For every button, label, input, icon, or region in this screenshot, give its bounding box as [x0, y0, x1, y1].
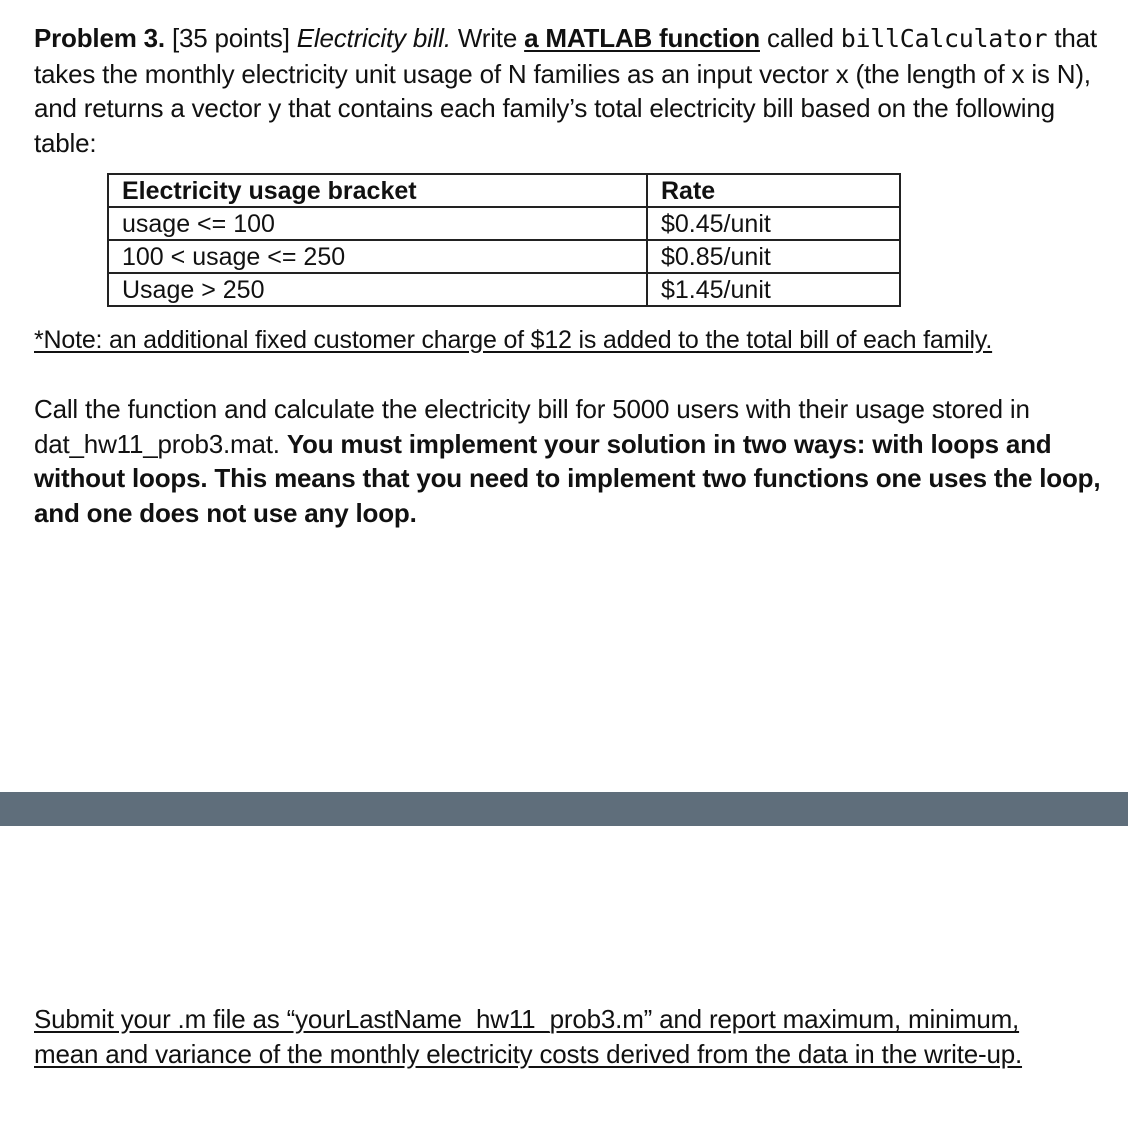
matlab-function-phrase: a MATLAB function	[524, 23, 760, 53]
rate-cell: $0.45/unit	[647, 207, 900, 240]
fixed-charge-note: *Note: an additional fixed customer charge of $12 is added to the total bill of each family.	[34, 326, 993, 354]
call-instructions	[34, 392, 1114, 530]
section-divider-band	[0, 792, 1128, 826]
function-name: billCalculator	[840, 24, 1048, 53]
rate-cell: $1.45/unit	[647, 273, 900, 306]
rate-table	[107, 173, 901, 307]
write-word: Write	[457, 23, 518, 53]
call-bold-text: You must implement your solution in two ways: with loops and without loops. This means that you need to implement two functions one uses the loop, and one does not use any loop.	[34, 428, 1101, 528]
rate-header: Rate	[647, 174, 900, 207]
usage-bracket-header: Electricity usage bracket	[108, 174, 647, 207]
table-row	[108, 207, 900, 240]
problem-heading: Problem 3.	[34, 23, 165, 53]
submit-instructions: Submit your .m file as “yourLastName_hw11_prob3.m” and report maximum, minimum, mean and variance of the monthly electricity costs derived from the data in the write-up.	[34, 1004, 1023, 1069]
rate-cell: $0.85/unit	[647, 240, 900, 273]
called-word: called	[767, 23, 834, 53]
problem-description: that takes the monthly electricity unit usage of N families as an input vector x (the length of x is N), and returns a vector y that contains each family’s total electricity bill based on the following table:	[34, 23, 1097, 158]
usage-bracket-cell: usage <= 100	[108, 207, 647, 240]
problem-topic: Electricity bill.	[296, 23, 451, 53]
call-plain-text: Call the function and calculate the electricity bill for 5000 users with their usage stored in dat_hw11_prob3.mat.	[34, 394, 1030, 459]
usage-bracket-cell: Usage > 250	[108, 273, 647, 306]
problem-statement	[34, 21, 1104, 160]
table-row	[108, 240, 900, 273]
problem-points: [35 points]	[171, 23, 290, 53]
table-header-row	[108, 174, 900, 207]
table-row	[108, 273, 900, 306]
usage-bracket-cell: 100 < usage <= 250	[108, 240, 647, 273]
